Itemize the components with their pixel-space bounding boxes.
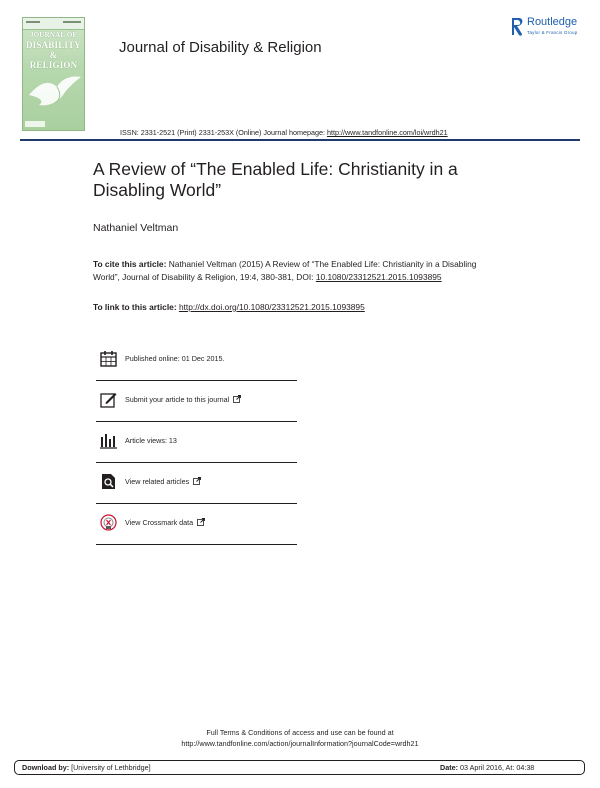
routledge-logo-icon bbox=[510, 17, 524, 37]
doi-link[interactable]: 10.1080/23312521.2015.1093895 bbox=[315, 271, 442, 282]
info-row-views bbox=[96, 422, 297, 463]
crossmark-label: View Crossmark data bbox=[125, 518, 194, 527]
downloaded-by-label: Download by: bbox=[22, 763, 70, 772]
edit-icon bbox=[100, 391, 117, 408]
issn-text: ISSN: 2331-2521 (Print) 2331-253X (Online) Journal homepage: bbox=[120, 128, 327, 137]
issn-line bbox=[120, 128, 448, 137]
cover-top-strip bbox=[23, 18, 84, 30]
submit-article-link[interactable] bbox=[125, 395, 241, 404]
external-link-icon bbox=[197, 518, 205, 526]
calendar-icon bbox=[100, 350, 117, 367]
external-link-icon bbox=[233, 395, 241, 403]
downloaded-by bbox=[22, 763, 151, 772]
terms-url[interactable]: http://www.tandfonline.com/action/journalInformation?journalCode=wrdh21 bbox=[181, 739, 419, 748]
article-views-text: Article views: 13 bbox=[125, 436, 177, 445]
article-title: A Review of “The Enabled Life: Christianity in a Disabling World” bbox=[93, 159, 458, 200]
cover-title-line: RELIGION bbox=[29, 60, 78, 70]
submit-article-label: Submit your article to this journal bbox=[125, 395, 230, 404]
related-articles-link[interactable] bbox=[125, 477, 201, 486]
article-author: Nathaniel Veltman bbox=[93, 222, 179, 234]
publisher-name: Routledge bbox=[527, 16, 578, 28]
crossmark-link[interactable] bbox=[125, 518, 205, 527]
journal-name: Journal of Disability & Religion bbox=[119, 39, 322, 56]
cover-title-line: & bbox=[49, 50, 58, 60]
info-row-crossmark[interactable] bbox=[96, 504, 297, 545]
link-label: To link to this article: bbox=[93, 302, 179, 312]
downloaded-by-value: [University of Lethbridge] bbox=[69, 763, 151, 772]
terms-notice bbox=[0, 727, 600, 749]
info-row-published bbox=[96, 340, 297, 381]
cite-text: Nathaniel Veltman (2015) A Review of “The Enabled Life: Christianity in a Disabling World”, Journal of Disability & Religion, 19:4, 380-381, DOI: bbox=[93, 259, 477, 282]
crossmark-icon bbox=[100, 514, 117, 531]
article-link-line bbox=[93, 302, 365, 312]
cover-title-line: DISABILITY bbox=[25, 40, 82, 50]
bar-chart-icon bbox=[100, 432, 117, 449]
published-date-text: Published online: 01 Dec 2015. bbox=[125, 354, 225, 363]
download-date bbox=[440, 763, 534, 772]
cover-title bbox=[25, 31, 82, 70]
related-articles-label: View related articles bbox=[125, 477, 190, 486]
cover-publisher-mark bbox=[25, 121, 45, 127]
journal-homepage-link[interactable]: http://www.tandfonline.com/loi/wrdh21 bbox=[326, 128, 448, 137]
article-doi-url-link[interactable]: http://dx.doi.org/10.1080/23312521.2015.1093895 bbox=[178, 302, 365, 312]
cover-title-line: JOURNAL OF bbox=[30, 31, 77, 39]
citation-block bbox=[93, 258, 483, 283]
journal-cover-image bbox=[22, 17, 85, 131]
row-divider bbox=[96, 544, 297, 545]
info-row-related[interactable] bbox=[96, 463, 297, 504]
header-divider bbox=[20, 139, 580, 141]
publisher-tagline: Taylor & Francis Group bbox=[527, 30, 578, 35]
info-row-submit[interactable] bbox=[96, 381, 297, 422]
download-date-label: Date: bbox=[440, 763, 458, 772]
external-link-icon bbox=[193, 477, 201, 485]
search-document-icon bbox=[100, 473, 117, 490]
terms-line: Full Terms & Conditions of access and use can be found at bbox=[206, 728, 394, 737]
dove-illustration-icon bbox=[27, 73, 83, 113]
cite-label: To cite this article: bbox=[93, 259, 167, 269]
download-date-value: 03 April 2016, At: 04:38 bbox=[457, 763, 535, 772]
